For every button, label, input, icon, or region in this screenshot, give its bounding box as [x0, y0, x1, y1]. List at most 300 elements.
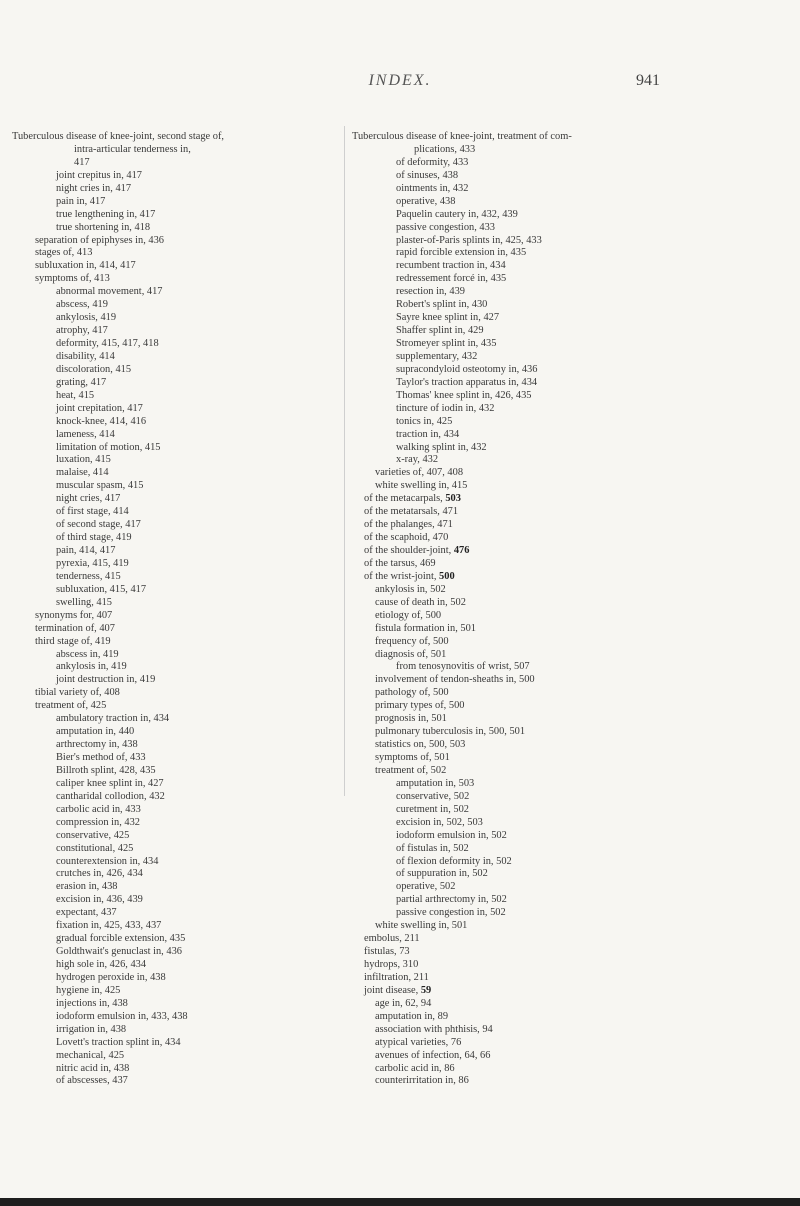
index-entry-text: hydrops, 310	[364, 959, 419, 970]
index-entry-text: redressement forcé in, 435	[396, 273, 507, 285]
index-entry	[352, 416, 792, 429]
index-entry-text: abscess, 419	[56, 299, 108, 311]
index-entry-text: cause of death in, 502	[375, 596, 466, 608]
index-entry	[352, 351, 792, 364]
index-entry-text: passive congestion, 433	[396, 221, 495, 233]
index-entry-text: primary types of, 500	[375, 700, 465, 712]
index-entry-text: nitric acid in, 438	[56, 1062, 130, 1074]
index-entry-text: subluxation in, 414, 417	[35, 260, 136, 272]
index-entry-text: of the metatarsals, 471	[364, 506, 459, 518]
index-entry	[12, 442, 342, 455]
index-entry	[12, 157, 342, 170]
running-header	[0, 72, 800, 96]
index-entry-bold-page: 503	[445, 493, 461, 505]
index-entry	[12, 558, 342, 571]
index-entry	[12, 351, 342, 364]
index-entry-bold-page: 476	[453, 545, 470, 556]
index-entry-text: white swelling in, 415	[375, 480, 468, 492]
index-entry-text: compression in, 432	[56, 816, 140, 828]
index-entry-text: night cries, 417	[56, 493, 121, 505]
index-entry	[352, 584, 792, 597]
index-entry-text: night cries in, 417	[56, 182, 132, 194]
index-entry	[352, 1063, 792, 1076]
index-entry	[12, 247, 342, 260]
index-entry-text: association with phthisis, 94	[375, 1023, 493, 1035]
index-entry-text: discoloration, 415	[56, 363, 132, 375]
index-entry	[352, 856, 792, 869]
index-entry-text: treatment of, 425	[35, 700, 107, 712]
index-entry-text: symptoms of, 501	[375, 752, 450, 763]
index-entry	[352, 247, 792, 260]
index-entry-text: pulmonary tuberculosis in, 500, 501	[375, 726, 526, 738]
index-entry	[12, 843, 342, 856]
index-entry	[352, 1024, 792, 1037]
index-entry	[12, 299, 342, 312]
page-number: 941	[636, 72, 660, 89]
index-entry	[352, 623, 792, 636]
index-entry	[352, 998, 792, 1011]
index-entry	[12, 713, 342, 726]
index-entry-text: partial arthrectomy in, 502	[396, 894, 507, 906]
index-entry	[12, 377, 342, 390]
index-entry-text: disability, 414	[56, 350, 115, 362]
index-entry-text: conservative, 502	[396, 790, 470, 802]
index-entry	[12, 506, 342, 519]
index-entry	[12, 830, 342, 843]
index-entry	[12, 1075, 342, 1088]
index-entry	[12, 338, 342, 351]
index-entry	[352, 687, 792, 700]
index-entry	[352, 273, 792, 286]
index-entry-text: Stromeyer splint in, 435	[396, 338, 497, 349]
index-entry	[352, 674, 792, 687]
index-entry	[12, 532, 342, 545]
index-entry-text: Billroth splint, 428, 435	[56, 764, 156, 776]
index-entry	[352, 209, 792, 222]
index-entry	[352, 946, 792, 959]
index-entry-text: supracondyloid osteotomy in, 436	[396, 363, 538, 375]
index-entry	[352, 480, 792, 493]
index-entry-text: of the scaphoid, 470	[364, 532, 449, 544]
index-entry-text: of first stage, 414	[56, 506, 129, 518]
index-entry-text: infiltration, 211	[364, 971, 429, 983]
index-entry-text: frequency of, 500	[375, 635, 449, 647]
index-entry-text: termination of, 407	[35, 622, 115, 634]
index-entry	[12, 480, 342, 493]
index-entry-text: of the metacarpals,	[364, 493, 446, 505]
index-entry-text: of third stage, 419	[56, 532, 132, 544]
index-entry-text: conservative, 425	[56, 829, 130, 841]
index-entry	[12, 661, 342, 674]
index-entry	[12, 623, 342, 636]
index-entry-text: third stage of, 419	[35, 635, 111, 647]
index-entry-text: 417	[74, 156, 90, 168]
index-entry	[12, 765, 342, 778]
index-entry-text: swelling, 415	[56, 596, 112, 608]
index-entry	[12, 286, 342, 299]
index-entry	[352, 881, 792, 894]
index-entry	[12, 726, 342, 739]
index-entry	[12, 687, 342, 700]
index-entry-text: ankylosis, 419	[56, 312, 117, 324]
index-entry-text: joint destruction in, 419	[56, 674, 156, 686]
index-entry	[352, 959, 792, 972]
index-entry-text: fistula formation in, 501	[375, 622, 477, 634]
index-entry	[352, 545, 792, 558]
index-entry	[12, 791, 342, 804]
index-entry-text: x-ray, 432	[396, 454, 439, 466]
index-entry	[12, 998, 342, 1011]
index-entry-text: amputation in, 503	[396, 777, 475, 789]
index-entry-text: operative, 502	[396, 881, 456, 893]
index-entry	[12, 571, 342, 584]
index-entry-text: limitation of motion, 415	[56, 441, 161, 453]
index-entry-text: diagnosis of, 501	[375, 648, 447, 660]
index-entry	[352, 804, 792, 817]
index-entry	[352, 636, 792, 649]
index-entry-text: iodoform emulsion in, 502	[396, 829, 507, 841]
index-entry-text: operative, 438	[396, 195, 456, 207]
index-entry-text: traction in, 434	[396, 428, 460, 440]
index-entry-text: abnormal movement, 417	[56, 286, 163, 298]
index-entry	[352, 325, 792, 338]
index-entry	[12, 209, 342, 222]
index-entry	[352, 739, 792, 752]
index-entry	[12, 804, 342, 817]
index-entry-text: malaise, 414	[56, 467, 109, 479]
index-entry-text: lameness, 414	[56, 428, 115, 440]
index-entry-text: of flexion deformity in, 502	[396, 855, 512, 867]
index-entry-text: white swelling in, 501	[375, 920, 468, 932]
index-entry	[12, 1024, 342, 1037]
index-entry-text: amputation in, 440	[56, 726, 135, 738]
index-entry-text: abscess in, 419	[56, 648, 119, 660]
index-entry	[352, 778, 792, 791]
index-entry	[12, 959, 342, 972]
index-entry-text: ankylosis in, 502	[375, 583, 446, 595]
index-entry-text: of the shoulder-joint,	[364, 545, 454, 556]
index-entry-text: muscular spasm, 415	[56, 480, 144, 492]
index-entry-text: Taylor's traction apparatus in, 434	[396, 376, 538, 388]
index-entry-text: tonics in, 425	[396, 415, 453, 427]
index-entry-text: irrigation in, 438	[56, 1023, 127, 1035]
index-entry	[352, 1037, 792, 1050]
index-entry	[12, 416, 342, 429]
index-entry-text: prognosis in, 501	[375, 713, 447, 725]
index-entry	[352, 661, 792, 674]
index-column-right	[352, 131, 792, 1088]
index-entry-text: Robert's splint in, 430	[396, 299, 488, 311]
index-entry	[352, 597, 792, 610]
index-entry-text: varieties of, 407, 408	[375, 467, 464, 479]
index-entry	[12, 467, 342, 480]
index-entry	[12, 429, 342, 442]
index-entry	[352, 920, 792, 933]
index-entry-text: walking splint in, 432	[396, 441, 487, 453]
index-entry	[352, 558, 792, 571]
index-entry	[12, 273, 342, 286]
index-entry-bold-page: 59	[420, 984, 432, 996]
index-entry	[352, 713, 792, 726]
index-entry	[12, 972, 342, 985]
index-entry-text: hygiene in, 425	[56, 984, 121, 996]
index-entry-text: treatment of, 502	[375, 764, 447, 776]
index-entry-text: from tenosynovitis of wrist, 507	[396, 661, 530, 673]
index-entry	[352, 429, 792, 442]
page-title: INDEX.	[368, 72, 432, 89]
index-entry	[12, 183, 342, 196]
index-entry-text: expectant, 437	[56, 907, 117, 919]
index-entry-text: rapid forcible extension in, 435	[396, 247, 527, 259]
index-entry	[352, 817, 792, 830]
index-entry	[12, 1037, 342, 1050]
column-divider	[344, 126, 345, 796]
index-entry-text: ankylosis in, 419	[56, 661, 127, 673]
index-entry-text: carbolic acid in, 433	[56, 803, 141, 815]
index-entry	[12, 674, 342, 687]
index-entry-text: resection in, 439	[396, 286, 465, 298]
index-entry	[12, 144, 342, 157]
index-entry	[12, 1050, 342, 1063]
index-entry	[12, 752, 342, 765]
index-entry	[352, 403, 792, 416]
index-entry	[12, 312, 342, 325]
index-entry-text: caliper knee splint in, 427	[56, 777, 164, 789]
index-entry-text: carbolic acid in, 86	[375, 1062, 455, 1074]
index-entry-text: of suppuration in, 502	[396, 868, 488, 880]
index-entry	[352, 506, 792, 519]
index-entry	[352, 700, 792, 713]
index-entry-text: luxation, 415	[56, 454, 111, 466]
index-entry	[352, 377, 792, 390]
index-entry-text: Tuberculous disease of knee-joint, treatment of com-	[352, 131, 572, 142]
index-entry	[12, 894, 342, 907]
index-entry	[352, 610, 792, 623]
index-entry-text: recumbent traction in, 434	[396, 260, 506, 272]
index-entry-text: of second stage, 417	[56, 519, 141, 531]
index-entry	[12, 778, 342, 791]
index-entry-text: Sayre knee splint in, 427	[396, 312, 500, 324]
index-entry-text: iodoform emulsion in, 433, 438	[56, 1010, 188, 1022]
index-entry-text: high sole in, 426, 434	[56, 959, 147, 970]
index-entry	[352, 364, 792, 377]
index-entry-text: pathology of, 500	[375, 687, 449, 699]
index-entry	[352, 907, 792, 920]
index-entry	[352, 222, 792, 235]
index-entry-text: crutches in, 426, 434	[56, 868, 143, 880]
index-entry-text: Thomas' knee splint in, 426, 435	[396, 389, 532, 401]
index-entry-text: of sinuses, 438	[396, 169, 459, 181]
index-entry-text: true lengthening in, 417	[56, 208, 156, 220]
index-entry-bold-page: 500	[439, 570, 455, 582]
index-entry-text: ambulatory traction in, 434	[56, 713, 170, 725]
index-entry	[352, 157, 792, 170]
index-entry-text: joint crepitus in, 417	[56, 169, 143, 181]
index-entry	[352, 843, 792, 856]
index-entry	[352, 144, 792, 157]
index-entry-text: cantharidal collodion, 432	[56, 790, 165, 802]
index-entry	[12, 920, 342, 933]
index-entry	[12, 260, 342, 273]
index-entry-text: atypical varieties, 76	[375, 1036, 462, 1048]
index-entry-text: Paquelin cautery in, 432, 439	[396, 208, 518, 220]
index-entry-text: age in, 62, 94	[375, 997, 432, 1009]
index-entry-text: supplementary, 432	[396, 350, 478, 362]
index-entry-text: symptoms of, 413	[35, 273, 110, 285]
index-entry-text: pain in, 417	[56, 195, 106, 207]
index-entry-text: passive congestion in, 502	[396, 907, 506, 919]
index-entry	[12, 739, 342, 752]
index-entry-text: separation of epiphyses in, 436	[35, 234, 164, 246]
index-entry	[12, 933, 342, 946]
index-entry	[12, 235, 342, 248]
index-entry	[352, 868, 792, 881]
index-entry-text: embolus, 211	[364, 933, 420, 945]
index-entry	[352, 183, 792, 196]
index-entry-text: injections in, 438	[56, 997, 128, 1009]
index-entry-text: stages of, 413	[35, 247, 93, 259]
index-entry-text: amputation in, 89	[375, 1010, 449, 1022]
index-entry-text: tenderness, 415	[56, 570, 121, 582]
index-entry-text: statistics on, 500, 503	[375, 739, 466, 751]
index-entry-text: counterirritation in, 86	[375, 1075, 469, 1087]
index-entry	[12, 519, 342, 532]
index-entry-text: of deformity, 433	[396, 156, 469, 168]
index-entry-text: gradual forcible extension, 435	[56, 933, 186, 945]
index-entry	[12, 649, 342, 662]
index-entry-text: hydrogen peroxide in, 438	[56, 971, 166, 983]
index-entry	[352, 442, 792, 455]
index-entry	[12, 222, 342, 235]
index-entry-text: synonyms for, 407	[35, 609, 113, 621]
index-entry	[12, 817, 342, 830]
index-entry	[352, 235, 792, 248]
index-entry-text: constitutional, 425	[56, 842, 134, 854]
index-entry	[352, 454, 792, 467]
index-entry	[12, 390, 342, 403]
index-entry	[12, 493, 342, 506]
index-entry	[12, 454, 342, 467]
index-entry	[352, 338, 792, 351]
index-entry	[352, 571, 792, 584]
index-entry-text: Shaffer splint in, 429	[396, 325, 484, 337]
index-column-left	[12, 131, 342, 1088]
index-entry-text: etiology of, 500	[375, 609, 442, 621]
index-entry	[352, 286, 792, 299]
index-entry	[352, 830, 792, 843]
index-entry-text: arthrectomy in, 438	[56, 739, 138, 751]
index-entry	[352, 170, 792, 183]
index-entry-text: of the wrist-joint,	[364, 570, 440, 582]
index-entry	[12, 907, 342, 920]
index-entry	[352, 1011, 792, 1024]
index-entry	[352, 260, 792, 273]
index-entry	[12, 636, 342, 649]
index-entry	[352, 131, 792, 144]
index-entry	[12, 946, 342, 959]
index-entry	[352, 972, 792, 985]
index-entry	[352, 196, 792, 209]
index-entry-text: intra-articular tenderness in,	[74, 143, 191, 155]
index-entry	[12, 325, 342, 338]
index-entry-text: atrophy, 417	[56, 325, 108, 337]
index-entry-text: mechanical, 425	[56, 1049, 125, 1061]
index-entry	[12, 196, 342, 209]
index-entry-text: of fistulas in, 502	[396, 842, 469, 854]
index-entry	[352, 1050, 792, 1063]
index-entry-text: curetment in, 502	[396, 803, 470, 815]
index-entry-text: of abscesses, 437	[56, 1075, 128, 1087]
index-entry-text: heat, 415	[56, 389, 95, 401]
index-entry	[12, 545, 342, 558]
index-entry-text: erasion in, 438	[56, 881, 118, 893]
index-entry-text: excision in, 502, 503	[396, 816, 483, 828]
index-entry-text: joint crepitation, 417	[56, 402, 143, 414]
index-entry	[12, 403, 342, 416]
index-entry	[352, 791, 792, 804]
index-entry	[12, 1011, 342, 1024]
index-entry	[12, 131, 342, 144]
index-entry-text: excision in, 436, 439	[56, 894, 143, 906]
index-entry	[352, 1075, 792, 1088]
index-entry	[352, 765, 792, 778]
index-entry-text: ointments in, 432	[396, 182, 469, 194]
index-entry	[352, 894, 792, 907]
index-entry	[12, 985, 342, 998]
index-entry-text: pyrexia, 415, 419	[56, 557, 129, 569]
index-entry-text: fistulas, 73	[364, 946, 410, 958]
index-entry	[12, 881, 342, 894]
index-entry	[352, 519, 792, 532]
index-entry-text: knock-knee, 414, 416	[56, 415, 147, 427]
index-entry	[12, 700, 342, 713]
index-entry-text: grating, 417	[56, 376, 107, 388]
index-entry-text: avenues of infection, 64, 66	[375, 1049, 491, 1061]
index-entry	[352, 299, 792, 312]
index-entry	[352, 532, 792, 545]
index-entry-text: true shortening in, 418	[56, 221, 151, 233]
index-entry	[12, 170, 342, 183]
index-entry	[352, 312, 792, 325]
index-entry-text: counterextension in, 434	[56, 855, 159, 867]
index-entry-text: Bier's method of, 433	[56, 752, 146, 763]
index-entry-text: subluxation, 415, 417	[56, 583, 147, 595]
index-entry-text: involvement of tendon-sheaths in, 500	[375, 674, 535, 686]
index-entry-text: pain, 414, 417	[56, 545, 116, 556]
index-entry	[352, 493, 792, 506]
index-entry	[352, 933, 792, 946]
index-entry-text: tincture of iodin in, 432	[396, 402, 495, 414]
index-entry-text: plications, 433	[414, 143, 476, 155]
index-entry	[352, 390, 792, 403]
index-entry	[12, 364, 342, 377]
index-entry	[352, 752, 792, 765]
index-entry	[12, 856, 342, 869]
index-entry	[352, 985, 792, 998]
index-entry-text: Tuberculous disease of knee-joint, second stage of,	[12, 131, 224, 142]
index-entry-text: of the phalanges, 471	[364, 519, 453, 531]
index-entry	[352, 649, 792, 662]
index-entry-text: Goldthwait's genuclast in, 436	[56, 946, 182, 958]
bottom-scan-edge	[0, 1198, 800, 1206]
index-entry-text: deformity, 415, 417, 418	[56, 338, 159, 349]
index-entry	[12, 597, 342, 610]
index-entry-text: joint disease,	[364, 984, 421, 996]
index-entry	[12, 1063, 342, 1076]
index-entry-text: plaster-of-Paris splints in, 425, 433	[396, 234, 542, 246]
index-entry	[352, 467, 792, 480]
index-entry-text: of the tarsus, 469	[364, 557, 436, 569]
